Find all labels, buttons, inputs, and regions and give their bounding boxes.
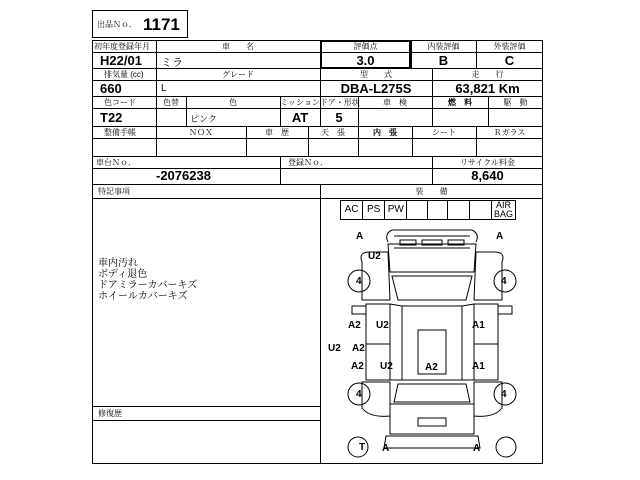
damage-mark: U2 [380,361,393,372]
score-label: 評価点 [353,42,378,51]
equipment-ac: AC [341,201,363,219]
disp-label: 排気量 (cc) [104,70,144,79]
inspection-label: 車 検 [383,98,407,107]
drive-label: 駆 動 [503,98,528,107]
color-value: ピンク [190,114,217,124]
equipment-slot [448,201,470,219]
notes-label: 特記事項 [98,187,130,196]
equipment-ps: PS [363,201,385,219]
sheet-label: シート [432,128,456,137]
model-label: 型 式 [360,70,392,79]
car-label: 車 名 [222,42,254,51]
grade-value: L [161,83,167,94]
color-label: 色 [229,98,237,107]
disp-value: 660 [100,81,122,96]
grade-label: グレード [222,70,254,79]
damage-mark: A1 [472,320,485,331]
int-value: B [438,53,449,68]
model-value: DBA-L275S [340,81,412,96]
color-change-label: 色替 [163,98,179,107]
equipment-slot [470,201,492,219]
damage-mark: 4 [501,276,507,287]
damage-mark: 4 [501,389,507,400]
damage-mark: T [359,442,366,453]
color-code-label: 色コード [104,98,136,107]
equipment-slot [428,201,448,219]
damage-mark: A2 [351,361,364,372]
chassis-label: 車台Ｎｏ． [96,158,136,167]
damage-mark: A1 [472,361,485,372]
repair-label: 修復歴 [98,409,122,418]
listing-number-box [92,10,188,38]
damage-mark: 4 [356,276,362,287]
car-diagram [322,222,542,462]
rglass-label: Ｒガラス [493,128,526,137]
damage-mark: A [382,443,390,454]
mileage-label: 走 行 [471,70,504,79]
doors-value: 5 [335,110,343,125]
nox-label: ＮＯＸ [189,128,213,137]
int-label: 内装評価 [427,42,460,51]
reg-value: H22/01 [100,53,142,68]
rule [92,96,543,97]
equipment-label: 装 備 [415,187,448,196]
rule [92,68,543,69]
chassis-value: -2076238 [156,168,211,183]
damage-mark: A [496,231,504,242]
roof-label: 天 張 [321,128,345,137]
manual-label: 整備手帳 [104,128,136,137]
damage-mark: A2 [425,362,438,373]
listing-number-label: 出品Ｎｏ． [97,20,137,29]
damage-mark: U2 [328,343,341,354]
note-line: ボディ退色 [98,269,148,280]
ext-label: 外装評価 [493,42,526,51]
doors-label: ドア・形状 [320,98,360,107]
rule [92,108,543,109]
damage-mark: U2 [368,251,381,262]
rule [92,156,543,157]
interior-label: 内 張 [373,128,397,137]
listing-number: 1171 [143,15,180,34]
rule [280,156,281,184]
damage-mark: A [473,443,481,454]
mileage-value: 63,821 Km [455,81,520,96]
ext-value: C [504,53,515,68]
rule [320,184,321,464]
regno-label: 登録Ｎｏ． [288,158,328,167]
damage-mark: A [356,231,364,242]
equipment-slot [407,201,427,219]
damage-mark: A2 [352,343,365,354]
damage-mark: A2 [348,320,361,331]
car-value: ミラ [161,57,183,69]
note-line: 車内汚れ [98,258,138,269]
equipment-pw: PW [385,201,407,219]
score-value: 3.0 [356,53,375,68]
rule [92,406,320,407]
reg-label: 初年度登録年月 [94,42,150,51]
history-label: 車 歴 [265,128,289,137]
fuel-label: 燃 料 [448,98,472,107]
equipment-grid [340,200,516,220]
damage-mark: 4 [356,389,362,400]
rule [92,184,543,185]
mission-value: AT [291,110,309,125]
rule [92,420,320,421]
color-code-value: T22 [100,110,123,125]
rule [92,198,543,199]
equipment-airbag: AIR BAG [493,200,513,219]
recycle-value: 8,640 [471,168,504,183]
note-line: ホイールカバーキズ [98,291,188,302]
note-line: ドアミラーカバーキズ [98,280,198,291]
notes-list [98,258,318,302]
mission-label: ミッション [280,98,320,107]
damage-mark: U2 [376,320,389,331]
recycle-label: リサイクル料金 [460,158,515,167]
